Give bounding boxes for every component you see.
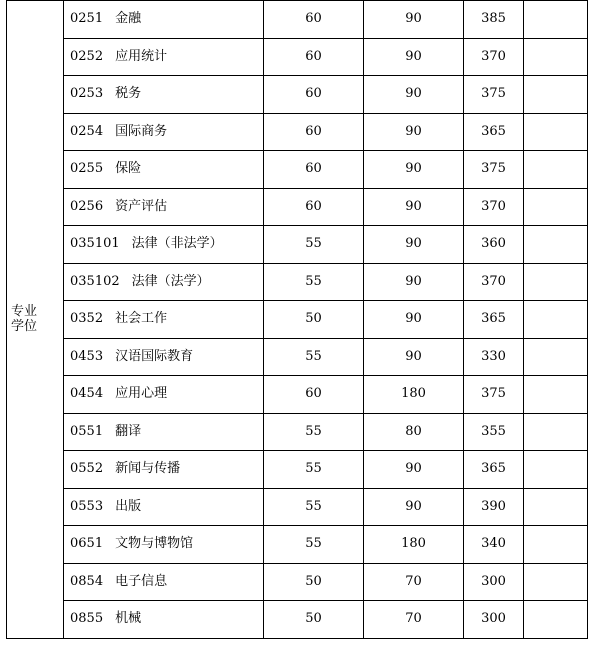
- major-name: 翻译: [115, 423, 142, 439]
- score-single-subject-1: 50: [264, 601, 364, 639]
- score-single-subject-1: 60: [264, 113, 364, 151]
- note-cell: [524, 301, 588, 339]
- major-name: 金融: [115, 11, 142, 27]
- score-single-subject-2: 70: [364, 563, 464, 601]
- major-code: 0256: [70, 198, 104, 214]
- major-name: 出版: [115, 498, 142, 514]
- major-cell: [64, 263, 264, 301]
- score-single-subject-1: 50: [264, 563, 364, 601]
- score-single-subject-1: 55: [264, 263, 364, 301]
- major-name: 法律（法学）: [131, 273, 210, 289]
- note-cell: [524, 1, 588, 39]
- note-cell: [524, 376, 588, 414]
- score-total: 300: [464, 563, 524, 601]
- table-row: [7, 1, 588, 39]
- major-name: 税务: [115, 86, 142, 102]
- table-row: [7, 76, 588, 114]
- table-row: [7, 451, 588, 489]
- score-single-subject-1: 60: [264, 1, 364, 39]
- major-code: 0453: [70, 348, 104, 364]
- major-name: 社会工作: [115, 311, 168, 327]
- score-total: 300: [464, 601, 524, 639]
- major-cell: [64, 563, 264, 601]
- major-cell: [64, 376, 264, 414]
- score-total: 370: [464, 38, 524, 76]
- note-cell: [524, 226, 588, 264]
- table-row: [7, 263, 588, 301]
- score-single-subject-2: 90: [364, 38, 464, 76]
- table-row: [7, 38, 588, 76]
- major-name: 应用统计: [115, 48, 168, 64]
- score-single-subject-1: 55: [264, 451, 364, 489]
- table-row: [7, 113, 588, 151]
- score-single-subject-1: 60: [264, 151, 364, 189]
- note-cell: [524, 413, 588, 451]
- score-single-subject-1: 50: [264, 301, 364, 339]
- score-single-subject-2: 90: [364, 151, 464, 189]
- major-code: 0253: [70, 86, 104, 102]
- score-single-subject-2: 70: [364, 601, 464, 639]
- score-table: [6, 0, 588, 639]
- category-label-line1: 专业: [11, 303, 38, 319]
- major-name: 机械: [115, 611, 142, 627]
- table-row: [7, 151, 588, 189]
- table-row: [7, 413, 588, 451]
- major-cell: [64, 526, 264, 564]
- note-cell: [524, 188, 588, 226]
- score-total: 355: [464, 413, 524, 451]
- major-code: 0254: [70, 123, 104, 139]
- major-name: 汉语国际教育: [115, 348, 194, 364]
- note-cell: [524, 451, 588, 489]
- major-code: 0352: [70, 311, 104, 327]
- major-code: 0551: [70, 423, 104, 439]
- note-cell: [524, 488, 588, 526]
- note-cell: [524, 601, 588, 639]
- score-single-subject-1: 60: [264, 76, 364, 114]
- note-cell: [524, 38, 588, 76]
- score-single-subject-2: 90: [364, 338, 464, 376]
- score-total: 365: [464, 301, 524, 339]
- score-single-subject-1: 55: [264, 226, 364, 264]
- score-single-subject-1: 60: [264, 188, 364, 226]
- major-code: 0552: [70, 461, 104, 477]
- score-total: 375: [464, 151, 524, 189]
- score-single-subject-2: 90: [364, 301, 464, 339]
- major-cell: [64, 601, 264, 639]
- major-cell: [64, 301, 264, 339]
- score-single-subject-2: 90: [364, 488, 464, 526]
- note-cell: [524, 263, 588, 301]
- table-row: [7, 226, 588, 264]
- table-row: [7, 338, 588, 376]
- score-single-subject-1: 55: [264, 413, 364, 451]
- score-total: 365: [464, 113, 524, 151]
- note-cell: [524, 76, 588, 114]
- table-row: [7, 526, 588, 564]
- major-code: 0251: [70, 11, 104, 27]
- score-total: 370: [464, 263, 524, 301]
- major-cell: [64, 451, 264, 489]
- major-code: 0855: [70, 611, 104, 627]
- score-single-subject-2: 90: [364, 226, 464, 264]
- major-cell: [64, 226, 264, 264]
- major-name: 法律（非法学）: [131, 236, 223, 252]
- major-cell: [64, 338, 264, 376]
- major-name: 电子信息: [115, 573, 168, 589]
- table-row: [7, 188, 588, 226]
- major-cell: [64, 38, 264, 76]
- category-cell: [7, 1, 64, 639]
- score-single-subject-1: 60: [264, 376, 364, 414]
- table-row: [7, 301, 588, 339]
- major-name: 资产评估: [115, 198, 168, 214]
- note-cell: [524, 338, 588, 376]
- score-single-subject-1: 55: [264, 338, 364, 376]
- score-single-subject-1: 60: [264, 38, 364, 76]
- score-total: 385: [464, 1, 524, 39]
- major-name: 国际商务: [115, 123, 168, 139]
- score-single-subject-1: 55: [264, 526, 364, 564]
- major-code: 035101: [70, 236, 120, 252]
- table-row: [7, 563, 588, 601]
- major-name: 文物与博物馆: [115, 536, 194, 552]
- major-name: 新闻与传播: [115, 461, 181, 477]
- major-cell: [64, 113, 264, 151]
- table-row: [7, 488, 588, 526]
- score-total: 375: [464, 376, 524, 414]
- table-row: [7, 376, 588, 414]
- score-single-subject-2: 90: [364, 188, 464, 226]
- major-name: 保险: [115, 161, 142, 177]
- score-total: 330: [464, 338, 524, 376]
- score-single-subject-2: 180: [364, 376, 464, 414]
- major-code: 035102: [70, 273, 120, 289]
- major-name: 应用心理: [115, 386, 168, 402]
- major-code: 0553: [70, 498, 104, 514]
- note-cell: [524, 151, 588, 189]
- major-code: 0252: [70, 48, 104, 64]
- note-cell: [524, 563, 588, 601]
- major-cell: [64, 413, 264, 451]
- score-total: 340: [464, 526, 524, 564]
- score-total: 365: [464, 451, 524, 489]
- major-code: 0255: [70, 161, 104, 177]
- major-cell: [64, 188, 264, 226]
- major-cell: [64, 1, 264, 39]
- score-single-subject-2: 90: [364, 263, 464, 301]
- major-cell: [64, 151, 264, 189]
- score-total: 370: [464, 188, 524, 226]
- major-code: 0454: [70, 386, 104, 402]
- major-cell: [64, 488, 264, 526]
- note-cell: [524, 526, 588, 564]
- score-total: 375: [464, 76, 524, 114]
- major-code: 0651: [70, 536, 104, 552]
- note-cell: [524, 113, 588, 151]
- score-single-subject-1: 55: [264, 488, 364, 526]
- score-single-subject-2: 90: [364, 451, 464, 489]
- score-single-subject-2: 80: [364, 413, 464, 451]
- major-cell: [64, 76, 264, 114]
- score-single-subject-2: 180: [364, 526, 464, 564]
- score-single-subject-2: 90: [364, 1, 464, 39]
- major-code: 0854: [70, 573, 104, 589]
- score-total: 360: [464, 226, 524, 264]
- table-body: [7, 0, 588, 638]
- category-label-line2: 学位: [11, 319, 38, 335]
- score-single-subject-2: 90: [364, 113, 464, 151]
- table-row: [7, 601, 588, 639]
- score-total: 390: [464, 488, 524, 526]
- score-single-subject-2: 90: [364, 76, 464, 114]
